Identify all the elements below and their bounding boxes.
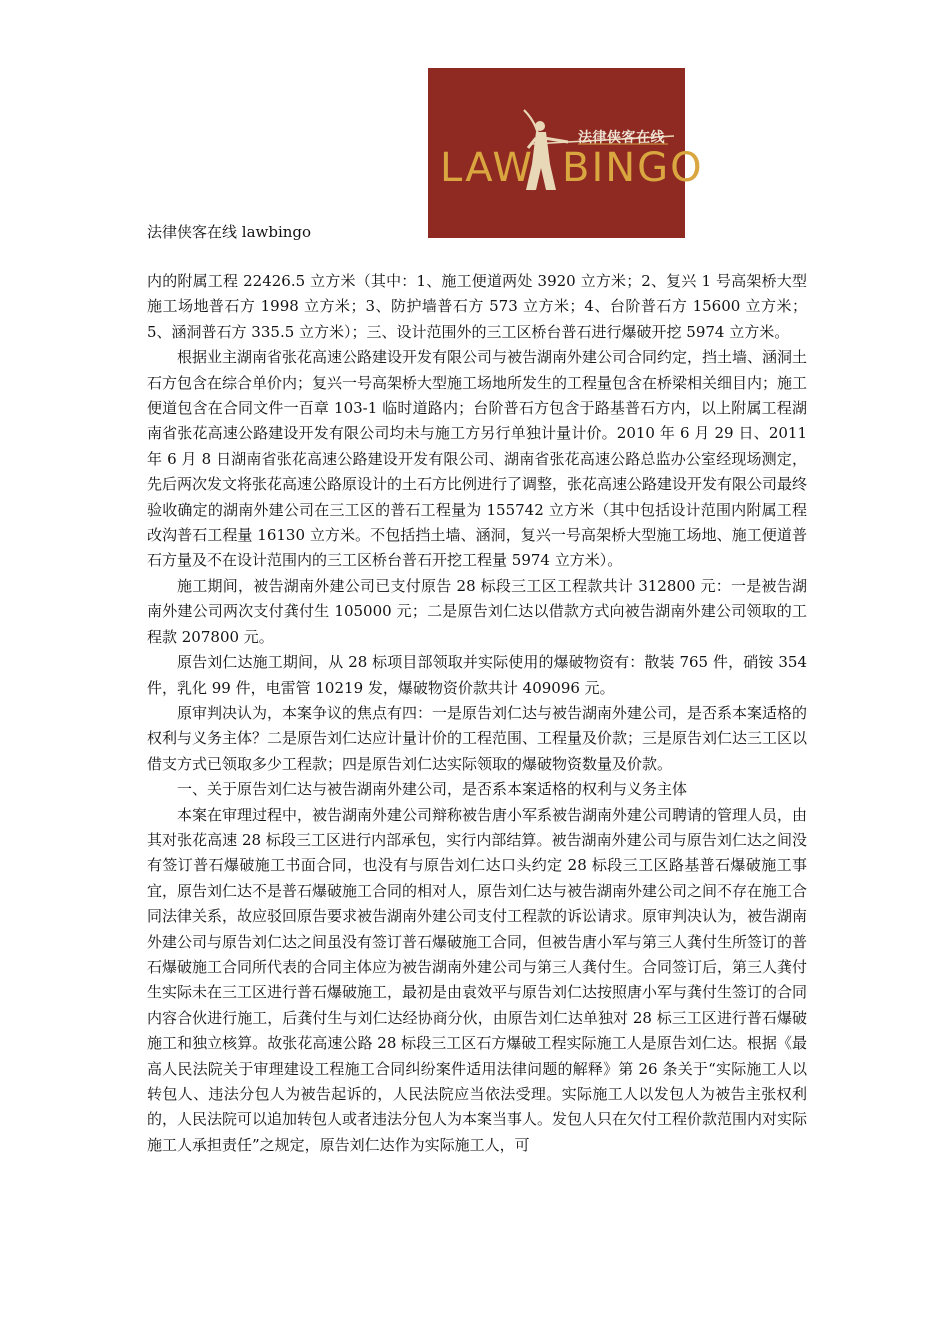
section-heading: 一、关于原告刘仁达与被告湖南外建公司，是否系本案适格的权利与义务主体 — [177, 780, 688, 799]
document-body — [147, 269, 807, 1158]
lawbingo-logo — [428, 68, 704, 238]
site-caption: 法律侠客在线 lawbingo — [147, 223, 312, 241]
paragraph: 原告刘仁达施工期间，从 28 标项目部领取并实际使用的爆破物资有：散装 765 件，硝铵 354 件，乳化 99 件，电雷管 10219 发，爆破物资价款共计 409096 元。 — [147, 653, 807, 697]
logo-wordmark-left: LAW — [440, 145, 534, 191]
paragraph: 施工期间，被告湖南外建公司已支付原告 28 标段三工区工程款共计 312800 元：一是被告湖南外建公司两次支付龚付生 105000 元；二是原告刘仁达以借款方式向被告湖南外建公司领取的工程款 207800 元。 — [147, 576, 807, 646]
paragraph: 本案在审理过程中，被告湖南外建公司辩称被告唐小军系被告湖南外建公司聘请的管理人员，由其对张花高速 28 标段三工区进行内部承包，实行内部结算。被告湖南外建公司与原告刘仁达之间没有签订普石爆破施工书面合同，也没有与原告刘仁达口头约定 28 标段三工区路基普石爆破施工事宜，原告刘仁达不是普石爆破施工合同的相对人，原告刘仁达与被告湖南外建公司之间不存在施工合同法律关系，故应驳回原告要求被告湖南外建公司支付工程款的诉讼请求。原审判决认为，被告湖南外建公司与原告刘仁达之间虽没有签订普石爆破施工合同，但被告唐小军与第三人龚付生所签订的普石爆破施工合同所代表的合同主体应为被告湖南外建公司与第三人龚付生。合同签订后，第三人龚付生实际未在三工区进行普石爆破施工，最初是由袁效平与原告刘仁达按照唐小军与龚付生签订的合同内容合伙进行施工，后龚付生与刘仁达经协商分伙，由原告刘仁达单独对 28 标三工区进行普石爆破施工和独立核算。故张花高速公路 28 标段三工区石方爆破工程实际施工人是原告刘仁达。根据《最高人民法院关于审理建设工程施工合同纠纷案件适用法律问题的解释》第 26 条关于“实际施工人以转包人、违法分包人为被告起诉的，人民法院应当依法受理。实际施工人以发包人为被告主张权利的，人民法院可以追加转包人或者违法分包人为本案当事人。发包人只在欠付工程价款范围内对实际施工人承担责任”之规定，原告刘仁达作为实际施工人，可 — [147, 805, 808, 1154]
paragraph: 原审判决认为，本案争议的焦点有四：一是原告刘仁达与被告湖南外建公司，是否系本案适格的权利与义务主体？二是原告刘仁达应计量计价的工程范围、工程量及价款；三是原告刘仁达三工区以借支方式已领取多少工程款；四是原告刘仁达实际领取的爆破物资数量及价款。 — [147, 703, 808, 773]
paragraph: 内的附属工程 22426.5 立方米（其中：1、施工便道两处 3920 立方米；2、复兴 1 号高架桥大型施工场地普石方 1998 立方米；3、防护墙普石方 573 立方米；4、台阶普石方 15600 立方米；5、涵洞普石方 335.5 立方米）；三、设计范围外的三工区桥台普石进行爆破开挖 5974 立方米。 — [147, 272, 807, 341]
logo-wordmark-right: BINGO — [562, 145, 704, 191]
logo-chinese-text: 法律侠客在线 — [578, 130, 665, 146]
paragraph: 根据业主湖南省张花高速公路建设开发有限公司与被告湖南外建公司合同约定，挡土墙、涵洞土石方包含在综合单价内；复兴一号高架桥大型施工场地所发生的工程量包含在桥梁相关细目内；施工便道包含在合同文件一百章 103-1 临时道路内；台阶普石方包含于路基普石方内，以上附属工程湖南省张花高速公路建设开发有限公司均未与施工方另行单独计量计价。2010 年 6 月 29 日、2011 年 6 月 8 日湖南省张花高速公路建设开发有限公司、湖南省张花高速公路总监办公室经现场测定，先后两次发文将张花高速公路原设计的土石方比例进行了调整，张花高速公路建设开发有限公司最终验收确定的湖南外建公司在三工区的普石工程量为 155742 立方米（其中包括设计范围内附属工程改沟普石工程量 16130 立方米。不包括挡土墙、涵洞，复兴一号高架桥大型施工场地、施工便道普石方量及不在设计范围内的三工区桥台普石开挖工程量 5974 立方米）。 — [147, 348, 808, 570]
